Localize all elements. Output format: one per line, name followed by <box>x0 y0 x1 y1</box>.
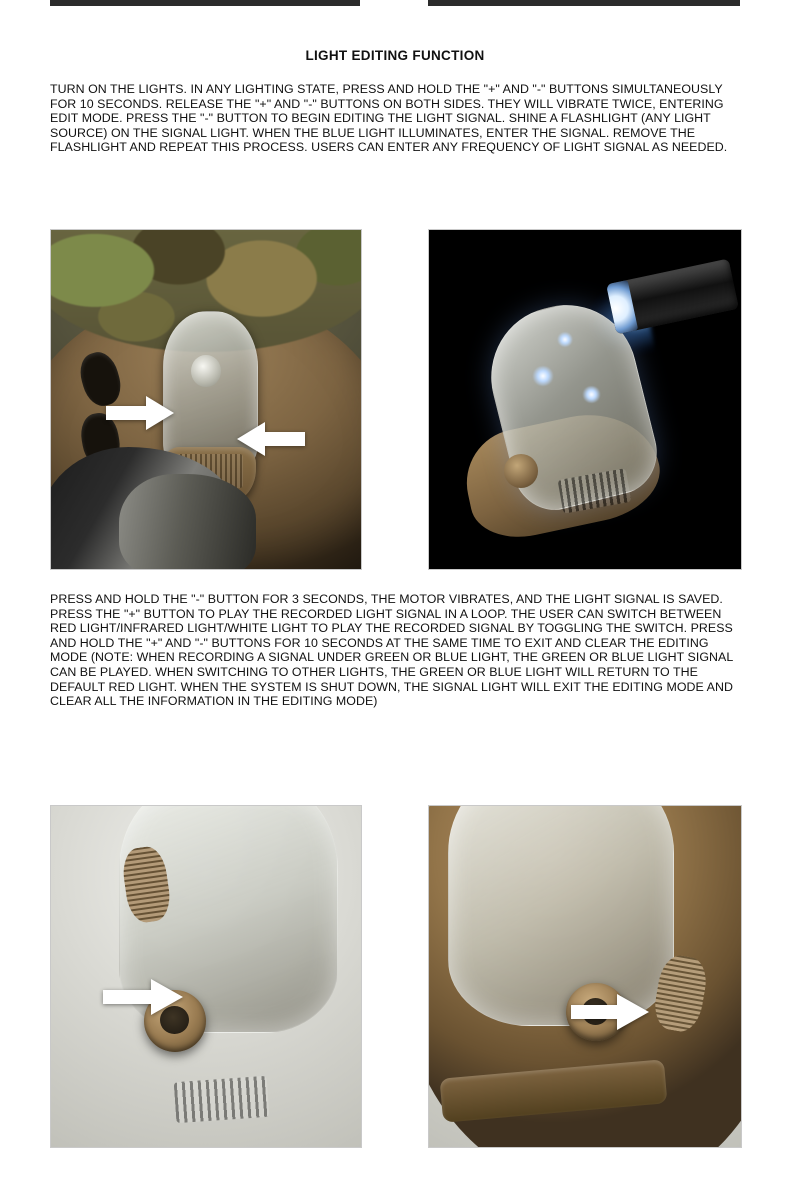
figure-helmet-with-signal-light <box>50 229 362 570</box>
figure-flashlight-artwork <box>429 230 741 569</box>
top-image-crop-right <box>428 0 740 6</box>
figure-button-closeup-right <box>428 805 742 1148</box>
figure-button-closeup-left <box>50 805 362 1148</box>
top-image-crop-left <box>50 0 360 6</box>
pointer-arrow-minus-button <box>103 979 183 1015</box>
pointer-arrow-right-button <box>237 422 305 456</box>
figure-flashlight-on-signal-light <box>428 229 742 570</box>
figure-button-left-artwork <box>51 806 361 1147</box>
instruction-paragraph-2: PRESS AND HOLD THE "-" BUTTON FOR 3 SECONDS, THE MOTOR VIBRATES, AND THE LIGHT SIGNAL IS SAVED. PRESS THE "+" BUTTON TO PLAY THE RECORDED LIGHT SIGNAL IN A LOOP. THE USER CAN SWITCH BETWEEN RED LIGHT/INFRARED LIGHT/WHITE LIGHT TO PLAY THE RECORDED SIGNAL BY TOGGLING THE SWITCH. PRESS AND HOLD THE "+" AND "-" BUTTONS FOR 10 SECONDS AT THE SAME TIME TO EXIT AND CLEAR THE EDITING MODE (NOTE: WHEN RECORDING A SIGNAL UNDER GREEN OR BLUE LIGHT, THE GREEN OR BLUE LIGHT SIGNAL CAN BE PLAYED. WHEN SWITCHING TO OTHER LIGHTS, THE GREEN OR BLUE LIGHT WILL RETURN TO THE DEFAULT RED LIGHT. WHEN THE SYSTEM IS SHUT DOWN, THE SIGNAL LIGHT WILL EXIT THE EDITING MODE AND CLEAR ALL THE INFORMATION IN THE EDITING MODE) <box>50 592 733 709</box>
page-title: LIGHT EDITING FUNCTION <box>305 48 485 63</box>
figure-button-right-artwork <box>429 806 741 1147</box>
figure-helmet-artwork <box>51 230 361 569</box>
pointer-arrow-plus-button <box>571 994 649 1030</box>
instruction-paragraph-1: TURN ON THE LIGHTS. IN ANY LIGHTING STATE, PRESS AND HOLD THE "+" AND "-" BUTTONS SIMULTANEOUSLY FOR 10 SECONDS. RELEASE THE "+" AND "-" BUTTONS ON BOTH SIDES. THEY WILL VIBRATE TWICE, ENTERING EDIT MODE. PRESS THE "-" BUTTON TO BEGIN EDITING THE LIGHT SIGNAL. SHINE A FLASHLIGHT (ANY LIGHT SOURCE) ON THE SIGNAL LIGHT. WHEN THE BLUE LIGHT ILLUMINATES, ENTER THE SIGNAL. REMOVE THE FLASHLIGHT AND REPEAT THIS PROCESS. USERS CAN ENTER ANY FREQUENCY OF LIGHT SIGNAL AS NEEDED. <box>50 82 728 155</box>
pointer-arrow-left-button <box>106 396 174 430</box>
